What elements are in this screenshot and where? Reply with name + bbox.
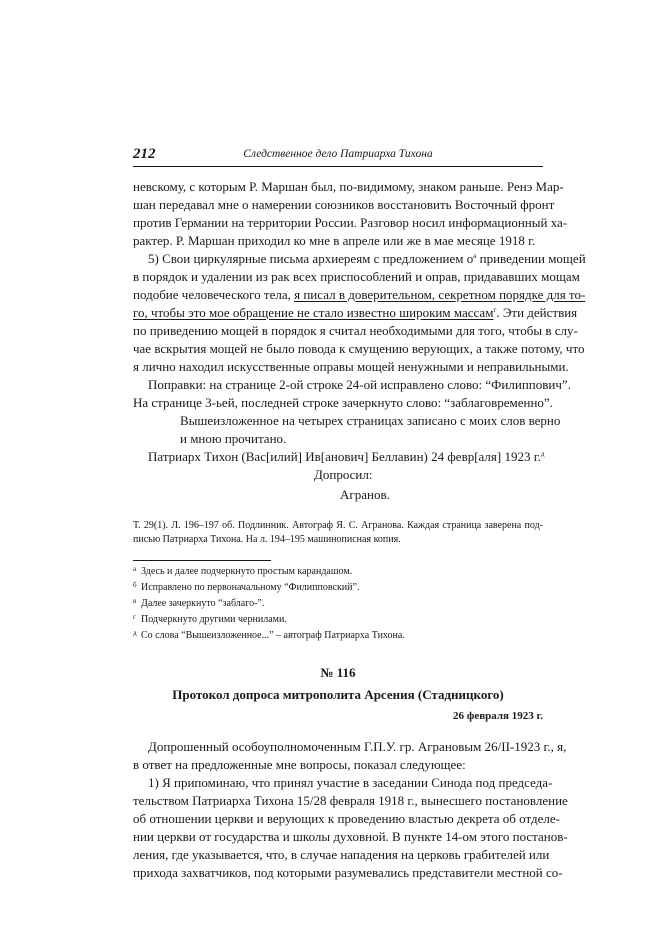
signature-line [148, 448, 543, 466]
protocol-line: ления, где указывается, что, в случае нападения на церковь грабителей или [133, 847, 550, 862]
footnote: а Здесь и далее подчеркнуто простым карандашом. [133, 565, 353, 577]
archival-note-line: Т. 29(1). Л. 196–197 об. Подлинник. Автограф Я. С. Агранова. Каждая страница заверена под- [133, 520, 543, 531]
paragraph-5-line: чае вскрытия мощей не было повода к смущению верующих, а также потому, что [133, 341, 585, 356]
footnote-text: Далее зачеркнуто “заблаго-”. [141, 598, 265, 609]
attestation-line: Вышеизложенное на четырех страницах записано с моих слов верно [180, 413, 561, 428]
corrections-line: На странице 3-ьей, последней строке зачеркнуто слово: “заблаговременно”. [133, 395, 553, 410]
protocol-line: 1) Я припоминаю, что принял участие в заседании Синода под председа- [148, 775, 553, 790]
footnote: б Исправлено по первоначальному “Филипповский”. [133, 581, 360, 593]
header-rule [133, 166, 543, 167]
footnote-text: Исправлено по первоначальному “Филипповский”. [141, 582, 360, 593]
footnote: д Со слова “Вышеизложенное...” – автограф Патриарха Тихона. [133, 629, 405, 641]
underlined-text: я писал в доверительном, секретном порядке для то- [294, 287, 586, 302]
running-head [133, 146, 543, 166]
text-span: . Эти действия [496, 305, 578, 320]
body-line: невскому, с которым Р. Маршан был, по-видимому, знаком раньше. Ренэ Мар- [133, 179, 564, 194]
interrogator-name: Агранов. [340, 487, 390, 502]
signature-text: Патриарх Тихон (Вас[илий] Ив[анович] Беллавин) 24 февр[аля] 1923 г. [148, 449, 541, 464]
paragraph-5-line [133, 286, 586, 304]
footnote-ref: а [473, 252, 477, 260]
attestation-line: и мною прочитано. [180, 431, 287, 446]
footnote-text: Здесь и далее подчеркнуто простым карандашом. [141, 566, 353, 577]
body-line: рактер. Р. Маршан приходил ко мне в апреле или же в мае месяце 1918 г. [133, 233, 536, 248]
document-title: Протокол допроса митрополита Арсения (Стадницкого) [172, 687, 504, 702]
document-number: № 116 [320, 665, 356, 680]
interrogated-label: Допросил: [314, 467, 373, 482]
running-title: Следственное дело Патриарха Тихона [243, 148, 433, 160]
paragraph-5-line: в порядок и удалении из рак всех приспособлений и оправ, придававших мощам [133, 269, 580, 284]
footnote-ref: г [493, 306, 497, 314]
body-line: шан передавал мне о намерении союзников восстановить Восточный фронт [133, 197, 555, 212]
corrections-line: Поправки: на странице 2-ой строке 24-ой исправлено слово: “Филиппович”. [148, 377, 571, 392]
protocol-line: тельством Патриарха Тихона 15/28 февраля 1918 г., вынесшего постановление [133, 793, 568, 808]
document-date: 26 февраля 1923 г. [452, 710, 543, 722]
footnote-text: Со слова “Вышеизложенное...” – автограф Патриарха Тихона. [141, 630, 405, 641]
footnote-text: Подчеркнуто другими чернилами. [141, 614, 287, 625]
protocol-line: Допрошенный особоуполномоченным Г.П.У. гр. Аграновым 26/II-1923 г., я, [148, 739, 567, 754]
paragraph-5-line: по приведению мощей в порядок я считал необходимыми для того, чтобы в слу- [133, 323, 578, 338]
protocol-line: нии церкви от государства и школы духовной. В пункте 14-ом этого постанов- [133, 829, 568, 844]
footnote-rule [133, 560, 271, 561]
footnote: г Подчеркнуто другими чернилами. [133, 613, 287, 625]
text-span: приведении мощей [476, 251, 586, 266]
paragraph-5-line [133, 304, 578, 322]
body-line: против Германии на территории России. Разговор носил информационный ха- [133, 215, 568, 230]
footnote-ref: д [540, 450, 545, 458]
text-span: подобие человеческого тела, [133, 287, 295, 302]
footnote: в Далее зачеркнуто “заблаго-”. [133, 597, 265, 609]
protocol-line: прихода захватчиков, под которыми разумевались представители местной со- [133, 865, 563, 880]
text-span: 5) Свои циркулярные письма архиереям с предложением о [148, 251, 474, 266]
underlined-text: го, чтобы это мое обращение не стало известно широким массам [133, 305, 494, 320]
protocol-line: об отношении церкви и верующих к проведению властью декрета об отделе- [133, 811, 560, 826]
paragraph-5-line [148, 250, 586, 268]
protocol-line: в ответ на предложенные мне вопросы, показал следующее: [133, 757, 466, 772]
paragraph-5-line: я лично находил искусственные оправы мощей ненужными и неправильными. [133, 359, 569, 374]
page-number: 212 [133, 146, 156, 162]
archival-note-line: писью Патриарха Тихона. На л. 194–195 машинописная копия. [133, 534, 401, 545]
